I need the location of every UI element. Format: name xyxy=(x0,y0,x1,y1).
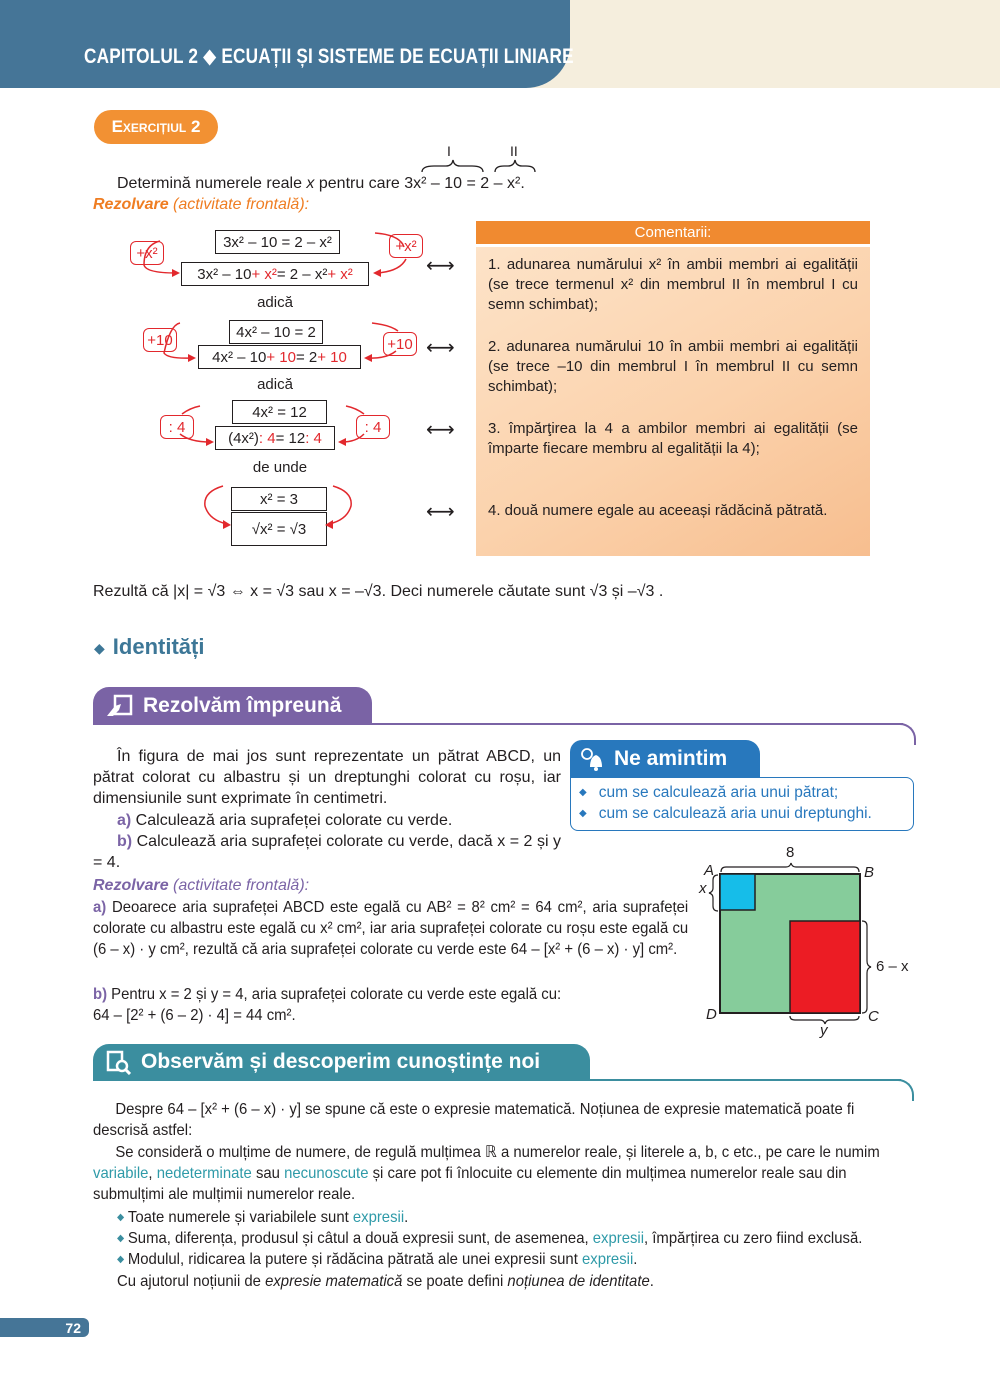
rezolvam-underline xyxy=(93,723,903,725)
conclusion-text: Rezultă că |x| = √3 ⇔ x = √3 sau x = –√3. Deci numerele căutate sunt √3 și –√3 . xyxy=(93,583,664,600)
solution-b: b) Pentru x = 2 și y = 4, aria suprafeței colorate cu verde este egală cu: xyxy=(93,986,562,1003)
brace-label-II: II xyxy=(510,143,518,159)
comments-header: Comentarii: xyxy=(476,221,870,244)
op-badge-left-3: : 4 xyxy=(160,415,194,439)
step-connector-3: de unde xyxy=(252,459,308,476)
step3-arrows-icon xyxy=(160,398,400,458)
rezolvam-intro: În figura de mai jos sunt reprezentate un pătrat ABCD, un pătrat colorat cu albastru și un dreptunghi colorat cu roșu, iar dimensiunile sunt exprimate în centimetri. xyxy=(93,748,561,807)
observam-underline xyxy=(93,1079,901,1081)
observam-corner xyxy=(896,1079,914,1101)
braces-icon xyxy=(420,158,540,174)
definition-bullet: ◆ Suma, diferența, produsul și câtul a două expresii sunt, de asemenea, expresii, împărțirea cu zero fiind exclusă. xyxy=(117,1230,863,1247)
step2-equation-bottom: 4x² – 10 + 10 = 2 + 10 xyxy=(198,345,361,369)
dimension-bottom: y xyxy=(820,1022,828,1039)
diamond-icon: ◆ xyxy=(117,1254,125,1266)
step2-equation-top: 4x² – 10 = 2 xyxy=(229,320,323,344)
rezolvam-corner xyxy=(898,723,916,745)
bell-reminder-icon xyxy=(580,747,604,771)
task-b: b) Calculează aria suprafeței colorate cu verde, dacă x = 2 și y = 4. xyxy=(93,833,561,871)
step3-equation-bottom: (4x²) : 4 = 12 : 4 xyxy=(215,426,335,450)
observam-banner: Observăm și descoperim cunoștințe noi xyxy=(93,1044,590,1080)
book-magnifier-icon xyxy=(105,1049,131,1075)
resolution-heading: Rezolvare (activitate frontală): xyxy=(93,196,310,213)
step3-equation-top: 4x² = 12 xyxy=(232,400,327,424)
op-badge-right-2: +10 xyxy=(383,332,417,356)
double-arrow-icon: ⟷ xyxy=(426,255,455,277)
diamond-icon: ◆ xyxy=(94,639,105,656)
op-badge-right-3: : 4 xyxy=(356,415,390,439)
reminder-item: ◆ cum se calculează aria unui dreptunghi. xyxy=(579,805,872,822)
op-badge-right-1: +x² xyxy=(389,234,423,258)
step-connector-1: adică xyxy=(257,294,293,311)
observam-closing: Cu ajutorul noțiunii de expresie matematică se poate defini noțiunea de identitate. xyxy=(117,1273,654,1290)
vertex-label-A: A xyxy=(704,862,715,879)
comments-panel xyxy=(476,247,870,556)
hand-writing-icon xyxy=(105,694,133,718)
double-arrow-icon: ⟷ xyxy=(426,337,455,359)
step1-equation-bottom: 3x² – 10 + x² = 2 – x² + x² xyxy=(181,262,369,286)
ne-amintim-box xyxy=(570,777,914,831)
rezolvam-banner: Rezolvăm împreună xyxy=(93,687,372,724)
dimension-top: 8 xyxy=(786,844,795,861)
comment-3: 3. împărţirea la 4 a ambilor membri ai egalității (se împarte fiecare membru al egalității la 4); xyxy=(488,420,858,457)
section-heading: ◆ Identități xyxy=(94,634,205,659)
page-number: 72 xyxy=(0,1318,89,1337)
step4-arrows-icon xyxy=(195,482,365,542)
comment-2: 2. adunarea numărului 10 în ambii membri ai egalității (se trece –10 din membrul I în membrul II cu semn schimbat); xyxy=(488,338,858,395)
definition-bullet: ◆ Toate numerele și variabilele sunt expresii. xyxy=(117,1209,409,1226)
exercise-statement: Determină numerele reale x pentru care 3x² – 10 = 2 – x². xyxy=(117,175,525,192)
op-badge-left-2: +10 xyxy=(143,328,177,352)
step-connector-2: adică xyxy=(257,376,293,393)
step1-arrows-icon xyxy=(130,225,430,285)
double-arrow-icon: ⟷ xyxy=(426,419,455,441)
square-abcd-figure xyxy=(690,840,930,1040)
step4-equation-bottom: √x² = √3 xyxy=(231,512,327,546)
brace-label-I: I xyxy=(447,143,451,159)
rezolvam-resolution-heading: Rezolvare (activitate frontală): xyxy=(93,877,310,894)
diamond-icon: ◆ xyxy=(117,1233,125,1245)
double-arrow-icon: ⟷ xyxy=(426,501,455,523)
exercise-badge: Exercițiul 2 xyxy=(94,110,218,144)
diamond-icon: ◆ xyxy=(579,787,587,799)
task-a: a) Calculează aria suprafeței colorate cu verde. xyxy=(117,812,453,829)
diamond-icon: ◆ xyxy=(579,808,587,820)
ne-amintim-tab: Ne amintim xyxy=(570,740,760,778)
reminder-item: ◆ cum se calculează aria unui pătrat; xyxy=(579,784,839,801)
comment-1: 1. adunarea numărului x² în ambii membri ai egalității (se trece termenul x² din membrul II în membrul I cu semn schimbat); xyxy=(488,256,858,313)
chapter-title: CAPITOLUL 2 ◆ ECUAȚII ȘI SISTEME DE ECUAȚII LINIARE xyxy=(84,45,574,68)
observam-paragraph-2: Se consideră o mulțime de numere, de regulă mulțimea ℝ a numerelor reale, și literele a, b, c etc., pe care le numim variabile, nedeterminate sau necunoscute și care pot fi înlocuite cu elemente din mulțimea numerelor reale sau din submulțimi ale mulțimii numerelor reale. xyxy=(93,1144,880,1203)
dimension-left: x xyxy=(699,880,707,897)
step1-equation-top: 3x² – 10 = 2 – x² xyxy=(215,230,340,254)
op-badge-left-1: +x² xyxy=(130,241,164,265)
vertex-label-D: D xyxy=(706,1006,717,1023)
diamond-icon: ◆ xyxy=(117,1212,125,1224)
step4-equation-top: x² = 3 xyxy=(231,487,327,511)
step2-arrows-icon xyxy=(150,315,430,375)
definition-bullet: ◆ Modulul, ridicarea la putere și rădăcina pătrată ale unei expresii sunt expresii. xyxy=(117,1251,638,1268)
vertex-label-B: B xyxy=(864,864,875,881)
comment-4: 4. două numere egale au aceeași rădăcină pătrată. xyxy=(488,502,828,519)
solution-a: a) Deoarece aria suprafeței ABCD este egală cu AB² = 8² cm² = 64 cm², aria suprafeței colorate cu albastru este egală cu x² cm², iar aria suprafeței colorate cu roșu este egală cu (6 – x) · y cm², rezultă că aria suprafeței colorate cu verde este 64 – [x² + (6 – x) · y] cm². xyxy=(93,899,689,958)
vertex-label-C: C xyxy=(868,1008,879,1025)
dimension-right: 6 – x xyxy=(876,958,909,975)
observam-paragraph-1: Despre 64 – [x² + (6 – x) · y] se spune că este o expresie matematică. Noțiunea de expresie matematică poate fi descrisă astfel: xyxy=(93,1101,855,1139)
solution-b-result: 64 – [2² + (6 – 2) · 4] = 44 cm². xyxy=(93,1007,296,1024)
